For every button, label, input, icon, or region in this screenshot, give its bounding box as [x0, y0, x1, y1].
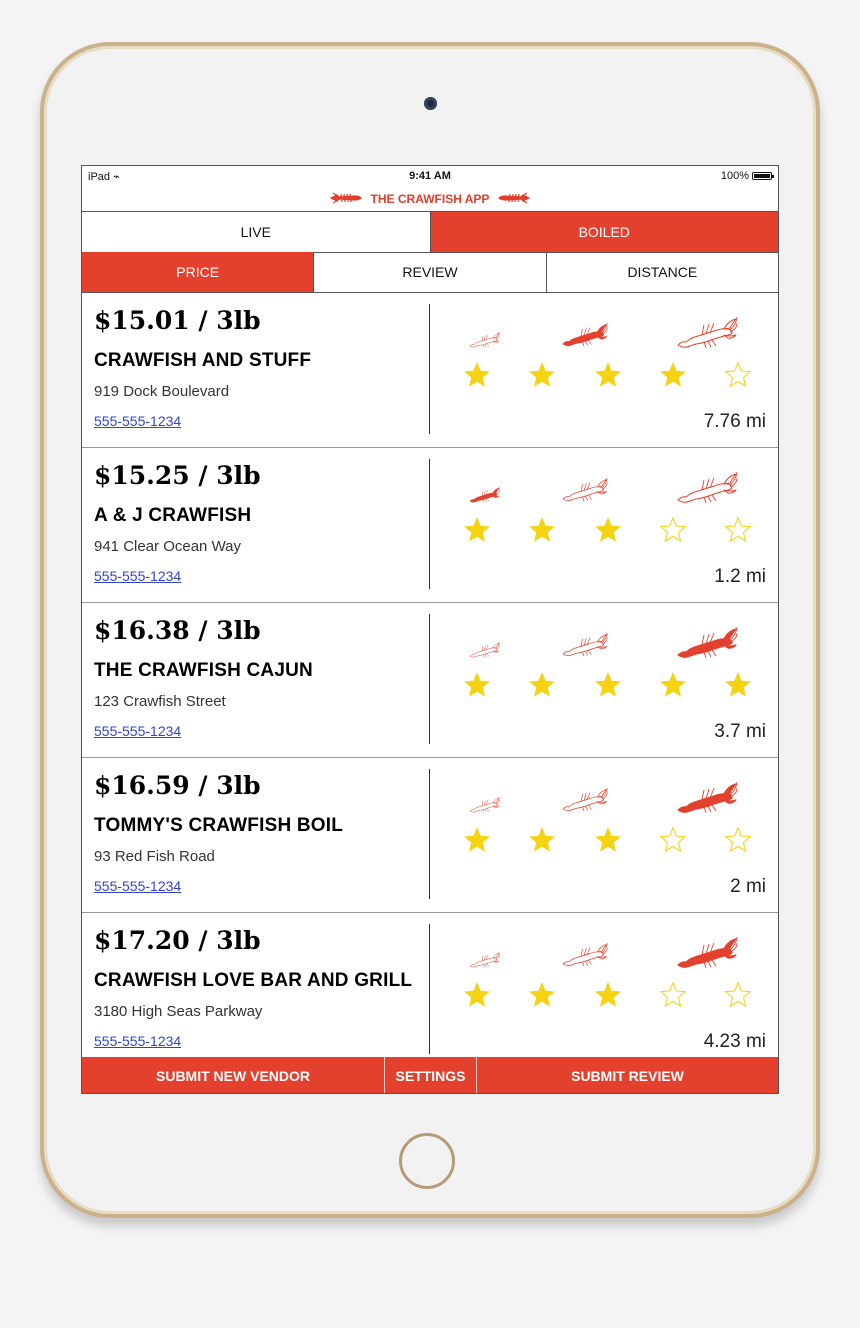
- row-divider: [429, 769, 430, 899]
- star-filled-icon: [594, 826, 622, 854]
- star-filled-icon: [463, 981, 491, 1009]
- row-divider: [429, 924, 430, 1054]
- star-filled-icon: [659, 361, 687, 389]
- star-filled-icon: [594, 981, 622, 1009]
- vendor-row[interactable]: [82, 758, 778, 913]
- crawfish-large-icon: [674, 470, 738, 506]
- crawfish-small-icon: [467, 796, 501, 814]
- star-filled-icon: [594, 361, 622, 389]
- crawfish-medium-icon: [560, 476, 608, 504]
- status-battery: [721, 170, 772, 182]
- app-title: THE CRAWFISH APP: [370, 192, 490, 206]
- crawfish-medium-icon: [560, 941, 608, 969]
- star-empty-icon: [724, 981, 752, 1009]
- vendor-name: CRAWFISH AND STUFF: [94, 350, 312, 371]
- app-screen: [81, 165, 779, 1094]
- crawfish-small-icon: [467, 486, 501, 504]
- wifi-icon: ⌁: [113, 171, 120, 183]
- vendor-list: [82, 293, 778, 1067]
- vendor-row[interactable]: [82, 448, 778, 603]
- battery-label: 100%: [720, 170, 749, 182]
- status-bar: [82, 166, 778, 186]
- vendor-name: A & J CRAWFISH: [94, 505, 252, 526]
- tab-distance[interactable]: DISTANCE: [546, 252, 778, 292]
- vendor-row[interactable]: [82, 913, 778, 1067]
- crawfish-logo-icon: [329, 190, 365, 209]
- crawfish-large-icon: [674, 780, 738, 816]
- vendor-price: $15.01 / 3lb: [94, 306, 261, 335]
- type-tabs: [82, 211, 778, 253]
- vendor-name: THE CRAWFISH CAJUN: [94, 660, 313, 681]
- crawfish-medium-icon: [560, 631, 608, 659]
- star-filled-icon: [463, 516, 491, 544]
- device-label: iPad: [88, 171, 111, 183]
- vendor-phone-link[interactable]: 555-555-1234: [94, 568, 182, 584]
- vendor-address: 919 Dock Boulevard: [94, 383, 230, 400]
- star-filled-icon: [463, 826, 491, 854]
- vendor-row[interactable]: [82, 293, 778, 448]
- vendor-phone-link[interactable]: 555-555-1234: [94, 878, 182, 894]
- star-filled-icon: [594, 516, 622, 544]
- settings-button[interactable]: SETTINGS: [384, 1057, 476, 1094]
- submit-new-vendor-button[interactable]: SUBMIT NEW VENDOR: [156, 1067, 310, 1084]
- star-empty-icon: [724, 361, 752, 389]
- star-filled-icon: [594, 671, 622, 699]
- vendor-address: 941 Clear Ocean Way: [94, 538, 242, 555]
- tab-price[interactable]: PRICE: [82, 252, 313, 292]
- star-filled-icon: [528, 826, 556, 854]
- vendor-phone-link[interactable]: 555-555-1234: [94, 413, 182, 429]
- vendor-price: $16.59 / 3lb: [94, 771, 261, 800]
- battery-icon: [752, 172, 772, 180]
- crawfish-large-icon: [674, 315, 738, 351]
- tab-live[interactable]: LIVE: [240, 224, 271, 240]
- row-divider: [429, 304, 430, 434]
- star-empty-icon: [724, 826, 752, 854]
- vendor-address: 3180 High Seas Parkway: [94, 1003, 263, 1020]
- app-header: [82, 187, 778, 211]
- star-filled-icon: [528, 516, 556, 544]
- vendor-phone-link[interactable]: 555-555-1234: [94, 1033, 182, 1049]
- star-filled-icon: [463, 361, 491, 389]
- star-filled-icon: [724, 671, 752, 699]
- vendor-phone-link[interactable]: 555-555-1234: [94, 723, 182, 739]
- vendor-price: $15.25 / 3lb: [94, 461, 261, 490]
- star-empty-icon: [659, 826, 687, 854]
- crawfish-logo-icon: [495, 190, 531, 209]
- star-filled-icon: [463, 671, 491, 699]
- crawfish-small-icon: [467, 951, 501, 969]
- vendor-address: 93 Red Fish Road: [94, 848, 215, 865]
- vendor-distance: 2 mi: [730, 876, 766, 897]
- bottom-action-bar: [82, 1057, 778, 1094]
- vendor-price: $17.20 / 3lb: [94, 926, 261, 955]
- vendor-row[interactable]: [82, 603, 778, 758]
- status-time: 9:41 AM: [409, 170, 451, 182]
- star-filled-icon: [528, 981, 556, 1009]
- crawfish-medium-icon: [560, 786, 608, 814]
- star-empty-icon: [724, 516, 752, 544]
- vendor-distance: 1.2 mi: [714, 566, 766, 587]
- vendor-address: 123 Crawfish Street: [94, 693, 226, 710]
- home-button[interactable]: [399, 1133, 455, 1189]
- camera-icon: [424, 97, 437, 110]
- submit-review-button[interactable]: SUBMIT REVIEW: [476, 1057, 778, 1094]
- vendor-name: CRAWFISH LOVE BAR AND GRILL: [94, 970, 413, 991]
- vendor-distance: 7.76 mi: [703, 411, 766, 432]
- crawfish-medium-icon: [560, 321, 608, 349]
- vendor-price: $16.38 / 3lb: [94, 616, 261, 645]
- star-filled-icon: [528, 361, 556, 389]
- crawfish-large-icon: [674, 625, 738, 661]
- vendor-distance: 4.23 mi: [703, 1031, 766, 1052]
- star-filled-icon: [659, 671, 687, 699]
- star-empty-icon: [659, 516, 687, 544]
- row-divider: [429, 459, 430, 589]
- crawfish-small-icon: [467, 641, 501, 659]
- tab-review[interactable]: REVIEW: [313, 252, 545, 292]
- star-filled-icon: [528, 671, 556, 699]
- vendor-distance: 3.7 mi: [714, 721, 766, 742]
- row-divider: [429, 614, 430, 744]
- vendor-name: TOMMY'S CRAWFISH BOIL: [94, 815, 344, 836]
- crawfish-large-icon: [674, 935, 738, 971]
- star-empty-icon: [659, 981, 687, 1009]
- crawfish-small-icon: [467, 331, 501, 349]
- sort-tabs: [82, 252, 778, 293]
- tab-boiled[interactable]: BOILED: [430, 212, 779, 252]
